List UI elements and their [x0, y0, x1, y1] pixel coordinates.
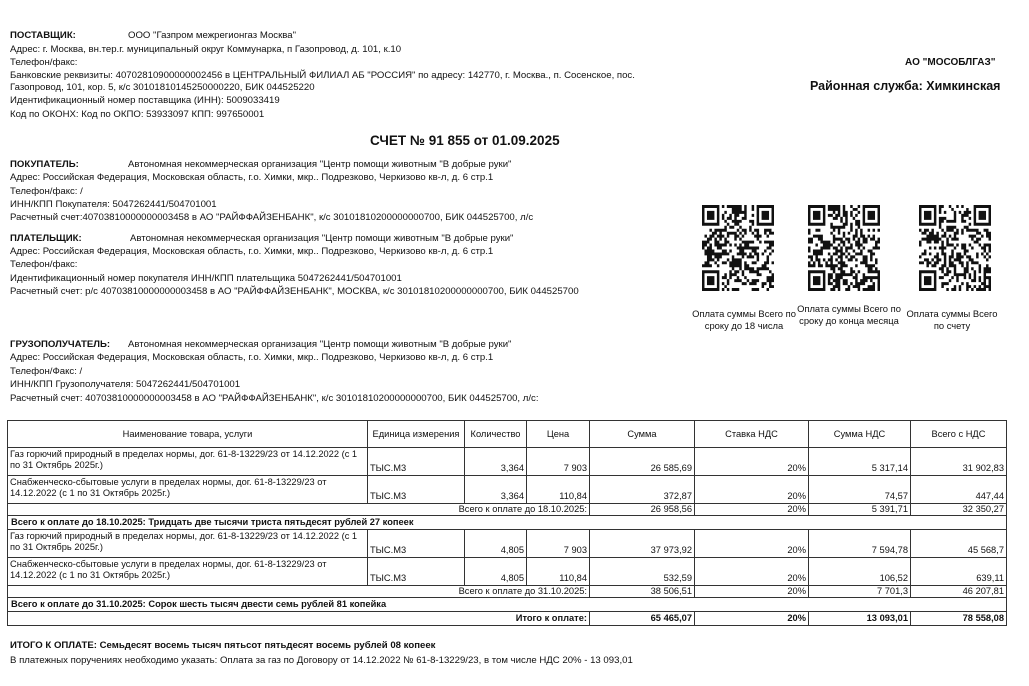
final-label: Итого к оплате:: [8, 612, 590, 626]
payer-label: ПЛАТЕЛЬЩИК:: [10, 233, 82, 244]
qr-code-18th: [702, 205, 774, 291]
cell-total: 45 568,7: [911, 530, 1007, 558]
qr-caption-total: Оплата суммы Всего по счету: [906, 308, 998, 331]
subtotal-total: 46 207,81: [911, 586, 1007, 598]
cell-name: Снабженческо-сбытовые услуги в пределах нормы, дог. 61-8-13229/23 от 14.12.2022 (с 1 по 31 Октябрь 2025г.): [8, 558, 368, 586]
supplier-bank-1: Банковские реквизиты: 40702810900000002456 в ЦЕНТРАЛЬНЫЙ ФИЛИАЛ АБ "РОССИЯ" по адресу: 142770, г. Москва., п. Сосенское, пос.: [10, 70, 635, 81]
final-sum: 65 465,07: [590, 612, 695, 626]
subtotal-vat-sum: 5 391,71: [809, 504, 911, 516]
supplier-inn: Идентификационный номер поставщика (ИНН): 5009033419: [10, 95, 280, 106]
subtotal-vat-rate: 20%: [695, 586, 809, 598]
cell-qty: 3,364: [465, 448, 527, 476]
total-words: Всего к оплате до 31.10.2025: Сорок шесть тысяч двести семь рублей 81 копейка: [8, 598, 1007, 612]
buyer-phone: Телефон/факс: /: [10, 186, 83, 197]
supplier-label: ПОСТАВЩИК:: [10, 30, 76, 41]
supplier-bank-2: Газопровод, 101, кор. 5, к/с 30101810145250000220, БИК 044525220: [10, 82, 315, 93]
total-words-row: [8, 598, 1007, 612]
buyer-label: ПОКУПАТЕЛЬ:: [10, 159, 79, 170]
cell-total: 447,44: [911, 476, 1007, 504]
cell-sum: 37 973,92: [590, 530, 695, 558]
supplier-line: [10, 30, 296, 42]
cell-price: 110,84: [527, 558, 590, 586]
qr-caption-18th: Оплата суммы Всего по сроку до 18 числа: [692, 308, 796, 331]
subtotal-row: [8, 504, 1007, 516]
qr-caption-month-end: Оплата суммы Всего по сроку до конца месяца: [797, 303, 901, 326]
table-row: [8, 476, 1007, 504]
cell-price: 7 903: [527, 448, 590, 476]
cell-vat-rate: 20%: [695, 476, 809, 504]
table-header-row: [8, 421, 1007, 448]
cell-name: Газ горючий природный в пределах нормы, дог. 61-8-13229/23 от 14.12.2022 (с 1 по 31 Октябрь 2025г.): [8, 530, 368, 558]
payer-phone: Телефон/факс:: [10, 259, 78, 270]
final-total-row: [8, 612, 1007, 626]
cell-vat-rate: 20%: [695, 530, 809, 558]
cell-name: Снабженческо-сбытовые услуги в пределах нормы, дог. 61-8-13229/23 от 14.12.2022 (с 1 по 31 Октябрь 2025г.): [8, 476, 368, 504]
footer-note: В платежных поручениях необходимо указать: Оплата за газ по Договору от 14.12.2022 № 61-8-13229/23, в том числе НДС 20% - 13 093,01: [10, 655, 633, 666]
buyer-account: Расчетный счет:40703810000000003458 в АО "РАЙФФАЙЗЕНБАНК", к/с 30101810200000000700, БИК 044525700, л/с: [10, 212, 534, 223]
cell-total: 639,11: [911, 558, 1007, 586]
cell-vat-sum: 7 594,78: [809, 530, 911, 558]
qr-code-total: [919, 205, 991, 291]
subtotal-row: [8, 586, 1007, 598]
total-words: Всего к оплате до 18.10.2025: Тридцать две тысячи триста пятьдесят рублей 27 копеек: [8, 516, 1007, 530]
payer-account: Расчетный счет: р/с 40703810000000003458 в АО "РАЙФФАЙЗЕНБАНК", МОСКВА, к/с 30101810200000000700, БИК 044525700: [10, 286, 579, 297]
cell-vat-rate: 20%: [695, 558, 809, 586]
final-total: 78 558,08: [911, 612, 1007, 626]
col-header: Наименование товара, услуги: [8, 421, 368, 448]
cell-sum: 372,87: [590, 476, 695, 504]
cell-vat-rate: 20%: [695, 448, 809, 476]
cell-qty: 4,805: [465, 558, 527, 586]
cell-price: 110,84: [527, 476, 590, 504]
subtotal-sum: 38 506,51: [590, 586, 695, 598]
buyer-address: Адрес: Российская Федерация, Московская область, г.о. Химки, мкр.. Подрезково, Черкизово кв-л, д. 6 стр.1: [10, 172, 494, 183]
consignee-phone: Телефон/Факс: /: [10, 366, 83, 377]
col-header: Цена: [527, 421, 590, 448]
cell-name: Газ горючий природный в пределах нормы, дог. 61-8-13229/23 от 14.12.2022 (с 1 по 31 Октябрь 2025г.): [8, 448, 368, 476]
consignee-account: Расчетный счет: 40703810000000003458 в АО "РАЙФФАЙЗЕНБАНК", к/с 30101810200000000700, БИК 044525700, л/с:: [10, 393, 539, 404]
col-header: Сумма НДС: [809, 421, 911, 448]
cell-total: 31 902,83: [911, 448, 1007, 476]
qr-code-month-end: [808, 205, 880, 291]
service-name: Районная служба: Химкинская: [810, 79, 1001, 93]
cell-unit: ТЫС.М3: [368, 530, 465, 558]
subtotal-total: 32 350,27: [911, 504, 1007, 516]
subtotal-label: Всего к оплате до 18.10.2025:: [8, 504, 590, 516]
subtotal-sum: 26 958,56: [590, 504, 695, 516]
final-vat-rate: 20%: [695, 612, 809, 626]
consignee-label: ГРУЗОПОЛУЧАТЕЛЬ:: [10, 339, 111, 350]
cell-unit: ТЫС.М3: [368, 448, 465, 476]
col-header: Сумма: [590, 421, 695, 448]
buyer-inn: ИНН/КПП Покупателя: 5047262441/504701001: [10, 199, 217, 210]
col-header: Ставка НДС: [695, 421, 809, 448]
consignee-inn: ИНН/КПП Грузополучателя: 5047262441/504701001: [10, 379, 241, 390]
cell-sum: 26 585,69: [590, 448, 695, 476]
subtotal-vat-sum: 7 701,3: [809, 586, 911, 598]
cell-qty: 3,364: [465, 476, 527, 504]
table-row: [8, 530, 1007, 558]
supplier-name: ООО "Газпром межрегионгаз Москва": [128, 30, 297, 41]
consignee-name: Автономная некоммерческая организация "Центр помощи животным "В добрые руки": [128, 339, 512, 350]
payer-line: [10, 233, 513, 245]
invoice-title: СЧЕТ № 91 855 от 01.09.2025: [370, 133, 560, 148]
consignee-line: [10, 339, 511, 351]
cell-vat-sum: 106,52: [809, 558, 911, 586]
org-name: АО "МОСОБЛГАЗ": [905, 57, 996, 68]
col-header: Количество: [465, 421, 527, 448]
col-header: Единица измерения: [368, 421, 465, 448]
payer-inn: Идентификационный номер покупателя ИНН/КПП плательщика 5047262441/504701001: [10, 273, 402, 284]
supplier-codes: Код по ОКОНХ: Код по ОКПО: 53933097 КПП: 997650001: [10, 109, 265, 120]
supplier-address: Адрес: г. Москва, вн.тер.г. муниципальный округ Коммунарка, п Газопровод, д. 101, к.10: [10, 44, 402, 55]
consignee-address: Адрес: Российская Федерация, Московская область, г.о. Химки, мкр.. Подрезково, Черкизово кв-л, д. 6 стр.1: [10, 352, 494, 363]
cell-qty: 4,805: [465, 530, 527, 558]
cell-vat-sum: 5 317,14: [809, 448, 911, 476]
footer-total-words: ИТОГО К ОПЛАТЕ: Семьдесят восемь тысяч пятьсот пятьдесят восемь рублей 08 копеек: [10, 640, 436, 651]
payer-address: Адрес: Российская Федерация, Московская область, г.о. Химки, мкр.. Подрезково, Черкизово кв-л, д. 6 стр.1: [10, 246, 494, 257]
supplier-phone: Телефон/факс:: [10, 57, 78, 68]
buyer-name: Автономная некоммерческая организация "Центр помощи животным "В добрые руки": [128, 159, 512, 170]
table-row: [8, 558, 1007, 586]
buyer-line: [10, 159, 511, 171]
col-header: Всего с НДС: [911, 421, 1007, 448]
subtotal-vat-rate: 20%: [695, 504, 809, 516]
cell-vat-sum: 74,57: [809, 476, 911, 504]
table-row: [8, 448, 1007, 476]
subtotal-label: Всего к оплате до 31.10.2025:: [8, 586, 590, 598]
payer-name: Автономная некоммерческая организация "Центр помощи животным "В добрые руки": [130, 233, 514, 244]
cell-unit: ТЫС.М3: [368, 558, 465, 586]
cell-sum: 532,59: [590, 558, 695, 586]
cell-unit: ТЫС.М3: [368, 476, 465, 504]
final-vat-sum: 13 093,01: [809, 612, 911, 626]
total-words-row: [8, 516, 1007, 530]
cell-price: 7 903: [527, 530, 590, 558]
invoice-table: [7, 420, 1007, 626]
